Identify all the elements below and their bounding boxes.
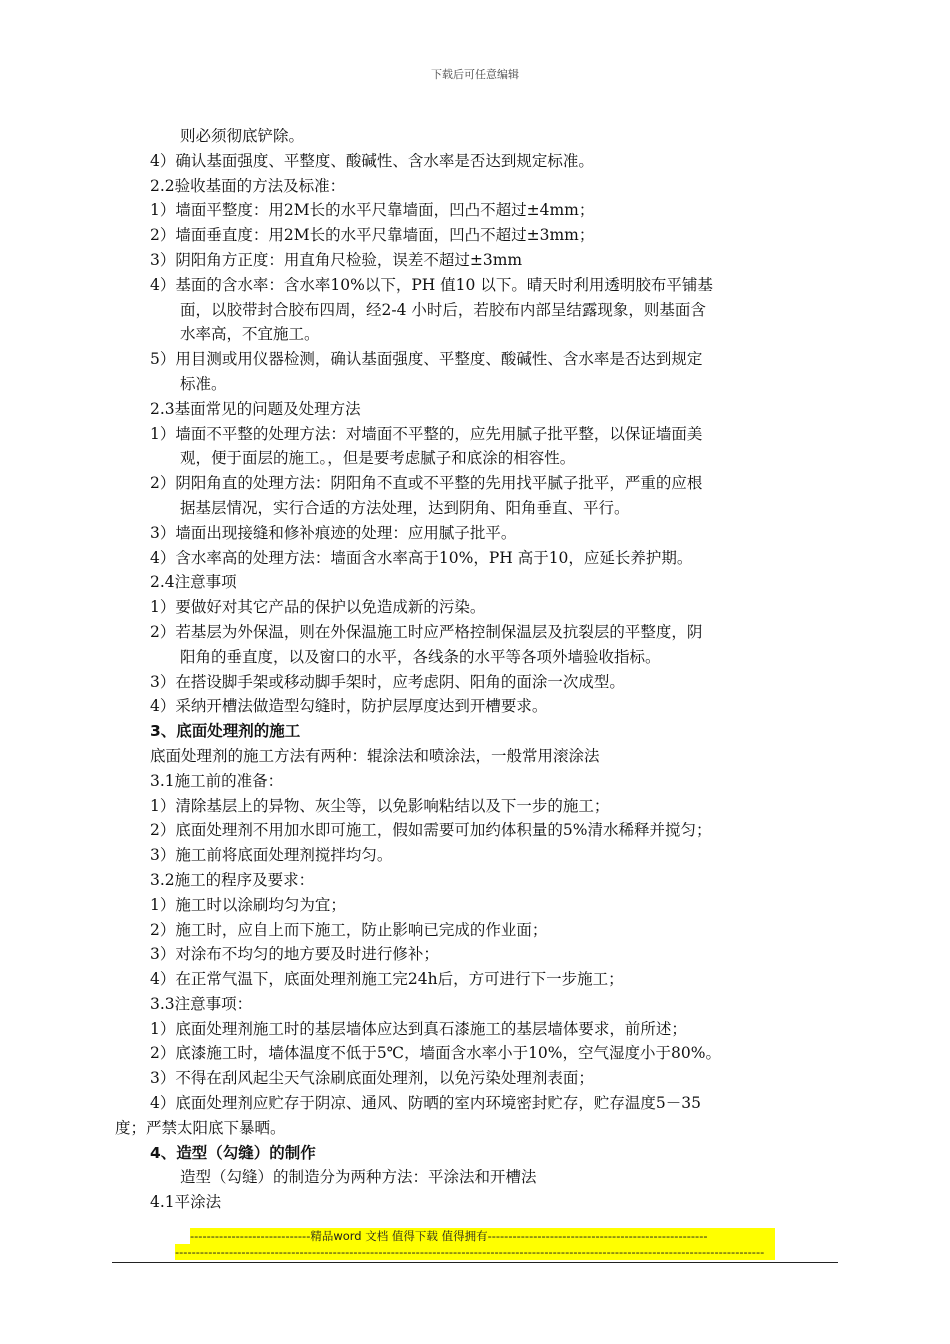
text-line: 3.3注意事项： (150, 994, 253, 1013)
document-body (115, 124, 840, 1215)
text-line: 3）对涂布不均匀的地方要及时进行修补； (150, 945, 439, 964)
text-line: 2.4注意事项 (150, 573, 237, 592)
section-heading: 3、底面处理剂的施工 (150, 722, 301, 741)
text-line: 4）基面的含水率：含水率10%以下，PH 值10 以下。晴天时利用透明胶布平铺基 (150, 275, 713, 294)
text-line: 3）施工前将底面处理剂搅拌均匀。 (150, 846, 393, 865)
text-line: 水率高，不宜施工。 (180, 325, 320, 344)
text-line: 2）墙面垂直度：用2M长的水平尺靠墙面，凹凸不超过±3mm； (150, 226, 595, 245)
text-line: 1）墙面平整度：用2M长的水平尺靠墙面，凹凸不超过±4mm； (150, 201, 595, 220)
text-line: 3）墙面出现接缝和修补痕迹的处理：应用腻子批平。 (150, 523, 517, 542)
text-line: 则必须彻底铲除。 (180, 127, 305, 145)
text-line: 1）要做好对其它产品的保护以免造成新的污染。 (150, 598, 486, 617)
text-line: 面，以胶带封合胶布四周，经2-4 小时后，若胶布内部呈结露现象，则基面含 (180, 300, 706, 319)
text-line: 2）阴阳角直的处理方法：阴阳角不直或不平整的先用找平腻子批平，严重的应根 (150, 474, 703, 493)
text-line: 观，便于面层的施工。，但是要考虑腻子和底涂的相容性。 (180, 449, 576, 468)
text-line: 3.2施工的程序及要求： (150, 870, 315, 889)
text-line: 1）施工时以涂刷均匀为宜； (150, 895, 346, 914)
text-line: 造型（勾缝）的制造分为两种方法：平涂法和开槽法 (180, 1168, 537, 1187)
text-line: 1）清除基层上的异物、灰尘等，以免影响粘结以及下一步的施工； (150, 796, 610, 815)
text-line: 1）底面处理剂施工时的基层墙体应达到真石漆施工的基层墙体要求，前所述； (150, 1019, 687, 1038)
text-line: 4）含水率高的处理方法：墙面含水率高于10%，PH 高于10，应延长养护期。 (150, 548, 693, 567)
text-line: 4）在正常气温下，底面处理剂施工完24h后，方可进行下一步施工； (150, 970, 624, 989)
text-line: 5）用目测或用仪器检测，确认基面强度、平整度、酸碱性、含水率是否达到规定 (150, 350, 703, 369)
text-line: 3）阴阳角方正度：用直角尺检验，误差不超过±3mm (150, 250, 523, 269)
text-line: 底面处理剂的施工方法有两种：辊涂法和喷涂法，一般常用滚涂法 (150, 746, 600, 765)
footer-banner: -----------------------------精品word 文档 值得下载 值得拥有----------------------------------------------------- (190, 1228, 775, 1244)
text-line: 4）采纳开槽法做造型勾缝时，防护层厚度达到开槽要求。 (150, 697, 548, 716)
text-line: 度；严禁太阳底下暴晒。 (115, 1118, 286, 1137)
text-line: 2）底漆施工时，墙体温度不低于5℃，墙面含水率小于10%，空气湿度小于80%。 (150, 1044, 721, 1063)
text-line: 4）确认基面强度、平整度、酸碱性、含水率是否达到规定标准。 (150, 151, 594, 170)
section-heading: 4、造型（勾缝）的制作 (150, 1143, 316, 1162)
page-header: 下载后可任意编辑 (431, 68, 519, 81)
text-line: 4）底面处理剂应贮存于阴凉、通风、防晒的室内环境密封贮存，贮存温度5－35 (150, 1094, 701, 1113)
text-line: 标准。 (180, 374, 227, 393)
text-line: 2）底面处理剂不用加水即可施工，假如需要可加约体积量的5%清水稀释并搅匀； (150, 821, 712, 840)
text-line: 2）施工时，应自上而下施工，防止影响已完成的作业面； (150, 920, 548, 939)
footer-dash-line: ---------------------------------------------------------------------------------------------------------------------------------------------- (175, 1244, 775, 1260)
text-line: 据基层情况，实行合适的方法处理，达到阴角、阳角垂直、平行。 (180, 498, 630, 517)
text-line: 2.3基面常见的问题及处理方法 (150, 399, 361, 418)
text-line: 1）墙面不平整的处理方法：对墙面不平整的，应先用腻子批平整，以保证墙面美 (150, 424, 703, 443)
text-line: 2.2验收基面的方法及标准： (150, 176, 346, 195)
text-line: 2）若基层为外保温，则在外保温施工时应严格控制保温层及抗裂层的平整度，阴 (150, 622, 703, 641)
text-line: 3.1施工前的准备： (150, 771, 284, 790)
text-line: 3）不得在刮风起尘天气涂刷底面处理剂，以免污染处理剂表面； (150, 1069, 594, 1088)
text-line: 3）在搭设脚手架或移动脚手架时，应考虑阴、阳角的面涂一次成型。 (150, 672, 625, 691)
footer-rule (112, 1262, 838, 1263)
text-line: 阳角的垂直度，以及窗口的水平，各线条的水平等各项外墙验收指标。 (180, 647, 661, 666)
page-footer (175, 1228, 775, 1260)
text-line: 4.1平涂法 (150, 1193, 222, 1212)
